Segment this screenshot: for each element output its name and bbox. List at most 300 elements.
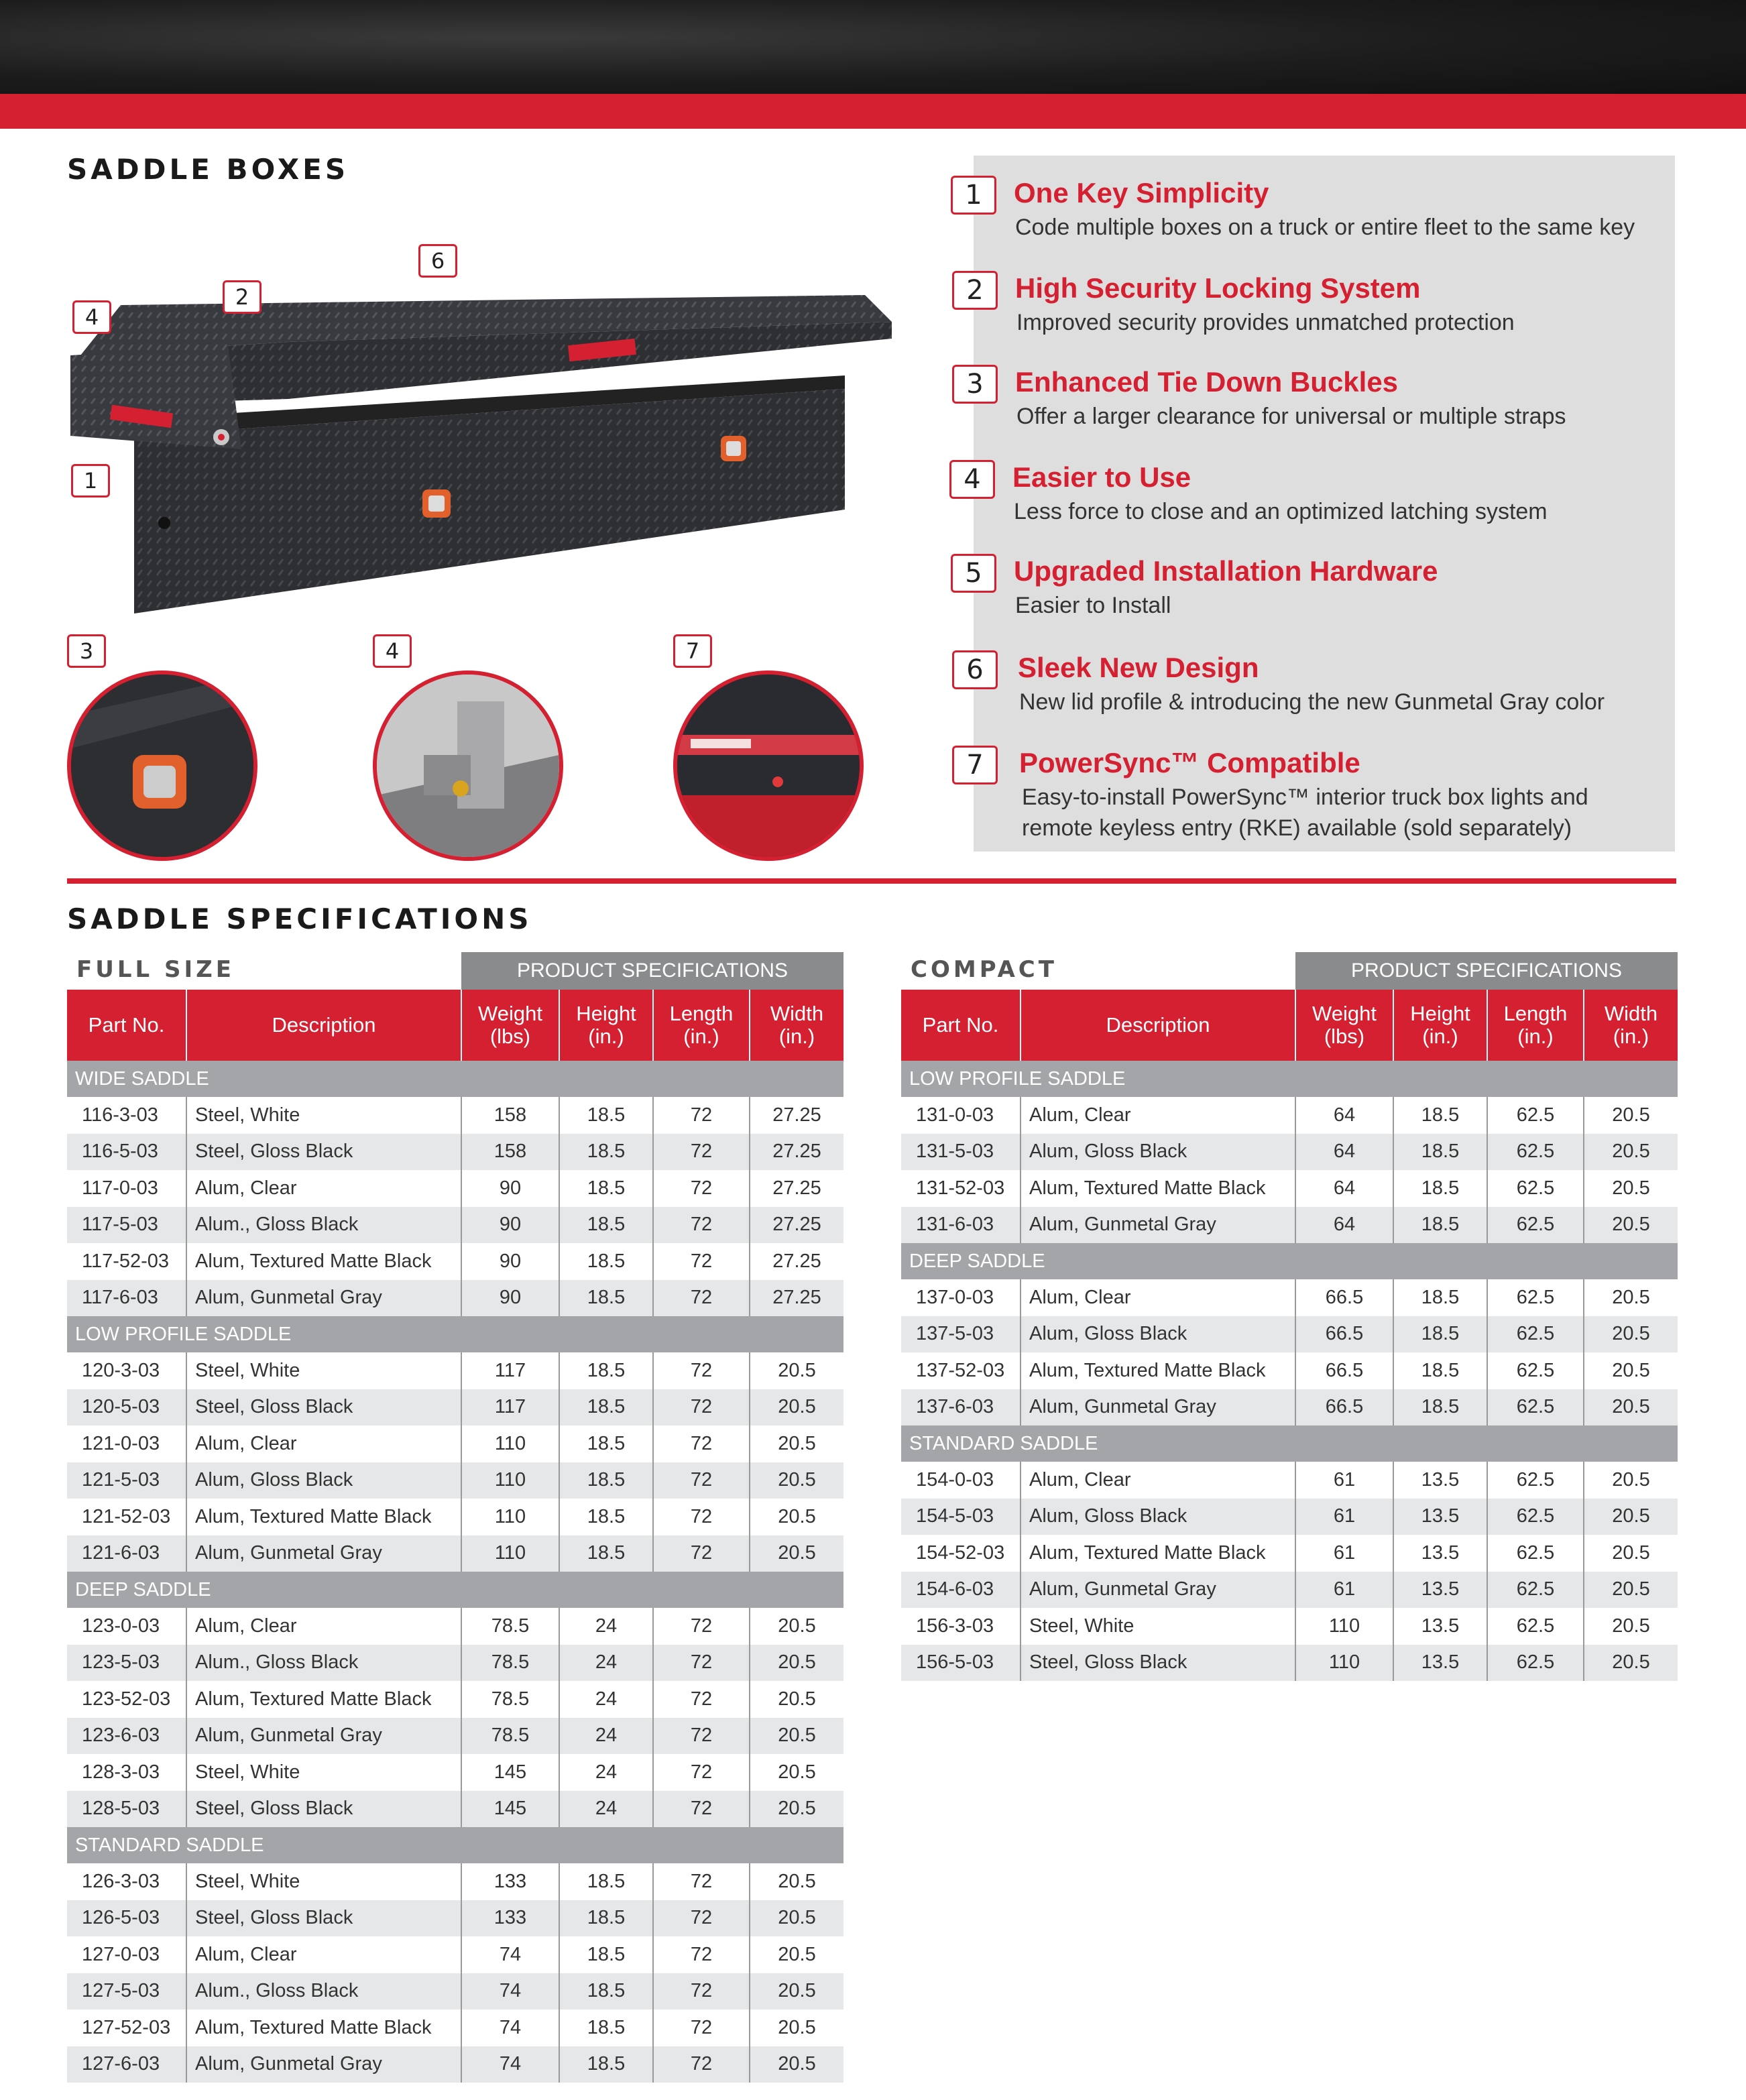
cell-description: Alum, Gunmetal Gray <box>1021 1207 1295 1244</box>
detail-image-tie-down <box>67 670 257 861</box>
cell-width: 20.5 <box>750 1645 843 1682</box>
cell-length: 72 <box>653 1936 750 1973</box>
col-header-height <box>1393 990 1487 1061</box>
feature-description: Less force to close and an optimized latching system <box>1014 499 1548 524</box>
cell-description: Alum., Gloss Black <box>186 1645 461 1682</box>
cell-weight: 110 <box>1295 1645 1393 1682</box>
cell-length: 62.5 <box>1487 1608 1584 1645</box>
detail-callout-3: 3 <box>67 634 106 668</box>
cell-description: Steel, Gloss Black <box>186 1134 461 1171</box>
table-row <box>67 1608 843 1645</box>
col-header-length-label: Length <box>1503 1002 1568 1025</box>
table-row <box>67 1134 843 1171</box>
cell-width: 20.5 <box>778 1943 816 1965</box>
cell-height: 18.5 <box>559 1280 653 1317</box>
cell-description: Alum, Gloss Black <box>186 1462 461 1499</box>
cell-description: Steel, Gloss Black <box>186 1791 461 1828</box>
cell-weight: 145 <box>461 1754 559 1791</box>
cell-width: 20.5 <box>1612 1615 1650 1637</box>
cell-part-no: 131-6-03 <box>901 1207 1021 1244</box>
cell-part-no: 126-5-03 <box>67 1900 186 1937</box>
cell-length: 62.5 <box>1487 1352 1584 1389</box>
cell-height: 18.5 <box>1393 1097 1487 1134</box>
table-row <box>67 1754 843 1791</box>
cell-width: 20.5 <box>778 1432 816 1454</box>
cell-length: 72 <box>653 1425 750 1462</box>
table-row <box>67 1097 843 1134</box>
cell-width: 20.5 <box>778 1870 816 1892</box>
cell-weight: 74 <box>461 1973 559 2010</box>
cell-part-no: 127-0-03 <box>67 1936 186 1973</box>
cell-part-no: 131-52-03 <box>901 1170 1021 1207</box>
table-row <box>901 1608 1678 1645</box>
cell-part-no: 121-0-03 <box>67 1425 186 1462</box>
saddle-specifications-title: SADDLE SPECIFICATIONS <box>67 902 532 935</box>
cell-part-no: 123-6-03 <box>67 1718 186 1755</box>
col-header-length <box>653 990 750 1061</box>
table-row <box>901 1572 1678 1609</box>
group-header: DEEP SADDLE <box>901 1243 1678 1279</box>
cell-weight: 110 <box>461 1499 559 1535</box>
table-row <box>67 1425 843 1462</box>
cell-weight: 117 <box>461 1389 559 1426</box>
callout-2: 2 <box>223 280 261 314</box>
cell-height: 18.5 <box>559 1170 653 1207</box>
cell-height: 18.5 <box>559 1134 653 1171</box>
cell-weight: 64 <box>1295 1207 1393 1244</box>
cell-part-no: 117-0-03 <box>67 1170 186 1207</box>
cell-height: 18.5 <box>559 1535 653 1572</box>
cell-part-no: 117-6-03 <box>67 1280 186 1317</box>
cell-width: 20.5 <box>778 1505 816 1527</box>
cell-height: 18.5 <box>559 1097 653 1134</box>
cell-description: Alum, Gloss Black <box>1021 1134 1295 1171</box>
cell-length: 72 <box>653 1280 750 1317</box>
feature-number: 2 <box>952 271 998 310</box>
cell-width: 20.5 <box>750 1535 843 1572</box>
cell-height: 13.5 <box>1393 1572 1487 1609</box>
cell-description: Alum, Gunmetal Gray <box>186 1535 461 1572</box>
table-row <box>901 1352 1678 1389</box>
cell-height: 18.5 <box>559 1863 653 1900</box>
cell-length: 62.5 <box>1487 1462 1584 1499</box>
table-row <box>67 1681 843 1718</box>
cell-weight: 110 <box>461 1535 559 1572</box>
cell-length: 72 <box>653 1097 750 1134</box>
cell-weight: 61 <box>1295 1499 1393 1535</box>
cell-width: 20.5 <box>778 1761 816 1783</box>
cell-height: 24 <box>559 1754 653 1791</box>
cell-weight: 66.5 <box>1295 1279 1393 1316</box>
feature-number: 6 <box>952 650 998 689</box>
cell-weight: 110 <box>1295 1608 1393 1645</box>
col-header-weight-label: Weight <box>478 1002 542 1025</box>
col-header-weight <box>1295 990 1393 1061</box>
cell-part-no: 116-3-03 <box>67 1097 186 1134</box>
toolbox-illustration <box>60 235 905 664</box>
feature-number: 5 <box>951 554 996 593</box>
cell-description: Steel, Gloss Black <box>1021 1645 1295 1682</box>
cell-weight: 61 <box>1295 1535 1393 1572</box>
cell-weight: 61 <box>1295 1572 1393 1609</box>
cell-height: 13.5 <box>1393 1499 1487 1535</box>
group-header: STANDARD SADDLE <box>67 1827 843 1863</box>
cell-length: 62.5 <box>1487 1535 1584 1572</box>
cell-height: 18.5 <box>559 1425 653 1462</box>
cell-height: 24 <box>559 1645 653 1682</box>
feature-title: Sleek New Design <box>1018 652 1259 683</box>
cell-weight: 90 <box>461 1207 559 1244</box>
cell-weight: 158 <box>461 1097 559 1134</box>
cell-height: 18.5 <box>559 1352 653 1389</box>
cell-weight: 74 <box>461 1936 559 1973</box>
feature-title: Upgraded Installation Hardware <box>1014 555 1438 587</box>
cell-height: 18.5 <box>1393 1170 1487 1207</box>
cell-length: 72 <box>653 1608 750 1645</box>
cell-height: 13.5 <box>1393 1462 1487 1499</box>
cell-width: 20.5 <box>778 1615 816 1637</box>
cell-length: 62.5 <box>1487 1279 1584 1316</box>
cell-length: 72 <box>653 1718 750 1755</box>
feature-description: Easy-to-install PowerSync™ interior truck box lights and remote keyless entry (RKE) available (sold separately) <box>1022 784 1588 841</box>
cell-length: 72 <box>653 1791 750 1828</box>
col-header-height-unit: (in.) <box>1422 1025 1458 1048</box>
cell-width: 27.25 <box>772 1250 821 1272</box>
cell-weight: 90 <box>461 1243 559 1280</box>
feature-title: High Security Locking System <box>1015 272 1421 304</box>
cell-description: Alum, Gunmetal Gray <box>1021 1572 1295 1609</box>
cell-length: 62.5 <box>1487 1645 1584 1682</box>
cell-width: 20.5 <box>1612 1541 1650 1564</box>
col-header-weight-unit: (lbs) <box>489 1025 531 1048</box>
cell-weight: 117 <box>461 1352 559 1389</box>
feature-number: 4 <box>949 460 995 499</box>
detail-callout-4: 4 <box>373 634 412 668</box>
cell-width: 27.25 <box>772 1177 821 1199</box>
cell-weight: 61 <box>1295 1462 1393 1499</box>
table-row <box>67 1791 843 1828</box>
cell-part-no: 127-52-03 <box>67 2009 186 2046</box>
cell-height: 18.5 <box>559 1499 653 1535</box>
feature-description: New lid profile & introducing the new Gunmetal Gray color <box>1019 689 1605 715</box>
cell-length: 62.5 <box>1487 1499 1584 1535</box>
table-row <box>901 1134 1678 1171</box>
cell-length: 72 <box>653 1973 750 2010</box>
cell-length: 62.5 <box>1487 1316 1584 1353</box>
cell-width: 20.5 <box>1612 1177 1650 1199</box>
cell-width: 20.5 <box>1584 1316 1678 1353</box>
table-row <box>67 1900 843 1937</box>
cell-height: 18.5 <box>1393 1389 1487 1426</box>
cell-height: 18.5 <box>1393 1316 1487 1353</box>
cell-height: 18.5 <box>559 2046 653 2083</box>
cell-height: 18.5 <box>559 1243 653 1280</box>
cell-height: 24 <box>559 1681 653 1718</box>
col-header-width <box>1584 990 1678 1061</box>
compact-spec-table <box>901 952 1678 1681</box>
table-row <box>67 2046 843 2083</box>
cell-part-no: 128-3-03 <box>67 1754 186 1791</box>
section-divider <box>67 878 1676 884</box>
cell-width: 20.5 <box>750 1791 843 1828</box>
cell-height: 24 <box>559 1791 653 1828</box>
table-row <box>67 2009 843 2046</box>
group-header: LOW PROFILE SADDLE <box>901 1061 1678 1097</box>
cell-height: 18.5 <box>559 1936 653 1973</box>
cell-weight: 78.5 <box>461 1681 559 1718</box>
callout-6: 6 <box>418 244 457 278</box>
col-header-length <box>1487 990 1584 1061</box>
cell-length: 72 <box>653 1134 750 1171</box>
cell-part-no: 117-52-03 <box>67 1243 186 1280</box>
table-row <box>67 1352 843 1389</box>
cell-width: 20.5 <box>778 1359 816 1381</box>
cell-part-no: 123-52-03 <box>67 1681 186 1718</box>
product-specifications-header: PRODUCT SPECIFICATIONS <box>1295 952 1678 990</box>
cell-length: 62.5 <box>1487 1097 1584 1134</box>
cell-description: Alum, Textured Matte Black <box>1021 1352 1295 1389</box>
table-row <box>67 1645 843 1682</box>
col-header-length-label: Length <box>669 1002 734 1025</box>
callout-4: 4 <box>72 300 111 334</box>
cell-description: Steel, White <box>186 1352 461 1389</box>
cell-weight: 110 <box>461 1462 559 1499</box>
cell-width: 20.5 <box>1584 1572 1678 1609</box>
cell-part-no: 116-5-03 <box>67 1134 186 1171</box>
cell-weight: 110 <box>461 1425 559 1462</box>
cell-height: 18.5 <box>559 1462 653 1499</box>
col-header-description: Description <box>1021 990 1295 1061</box>
table-row <box>901 1535 1678 1572</box>
cell-width: 20.5 <box>1584 1645 1678 1682</box>
cell-weight: 74 <box>461 2046 559 2083</box>
cell-height: 18.5 <box>559 1973 653 2010</box>
cell-part-no: 154-5-03 <box>901 1499 1021 1535</box>
cell-width: 20.5 <box>1584 1207 1678 1244</box>
cell-description: Steel, White <box>186 1097 461 1134</box>
cell-description: Steel, White <box>1021 1608 1295 1645</box>
cell-description: Alum, Clear <box>186 1936 461 1973</box>
cell-length: 72 <box>653 1170 750 1207</box>
feature-title: Enhanced Tie Down Buckles <box>1015 366 1399 398</box>
table-row <box>901 1170 1678 1207</box>
table-row <box>67 1973 843 2010</box>
table-row <box>67 1863 843 1900</box>
cell-description: Alum., Gloss Black <box>186 1207 461 1244</box>
col-header-length-unit: (in.) <box>1517 1025 1554 1048</box>
cell-width: 20.5 <box>778 2016 816 2038</box>
cell-part-no: 123-5-03 <box>67 1645 186 1682</box>
cell-description: Alum, Textured Matte Black <box>186 1681 461 1718</box>
table-row <box>67 1499 843 1535</box>
cell-width: 20.5 <box>750 2046 843 2083</box>
cell-weight: 158 <box>461 1134 559 1171</box>
cell-part-no: 127-6-03 <box>67 2046 186 2083</box>
product-specifications-header: PRODUCT SPECIFICATIONS <box>461 952 843 990</box>
cell-description: Steel, Gloss Black <box>186 1900 461 1937</box>
detail-image-latch <box>373 670 563 861</box>
cell-description: Alum, Textured Matte Black <box>186 2009 461 2046</box>
group-header: WIDE SADDLE <box>67 1061 843 1097</box>
table-label-spacer <box>901 952 1295 990</box>
cell-length: 72 <box>653 1681 750 1718</box>
col-header-length-unit: (in.) <box>683 1025 719 1048</box>
table-row <box>67 1718 843 1755</box>
cell-width: 20.5 <box>1612 1468 1650 1491</box>
cell-description: Alum, Clear <box>186 1425 461 1462</box>
table-row <box>67 1936 843 1973</box>
cell-height: 18.5 <box>559 1900 653 1937</box>
cell-length: 72 <box>653 1900 750 1937</box>
group-header: STANDARD SADDLE <box>901 1425 1678 1462</box>
cell-weight: 66.5 <box>1295 1352 1393 1389</box>
top-banner <box>0 0 1746 94</box>
cell-description: Alum., Gloss Black <box>186 1973 461 2010</box>
table-row <box>901 1207 1678 1244</box>
detail-image-powersync <box>673 670 864 861</box>
cell-length: 72 <box>653 1645 750 1682</box>
cell-description: Alum, Gunmetal Gray <box>186 1718 461 1755</box>
cell-description: Alum, Gunmetal Gray <box>186 1280 461 1317</box>
cell-part-no: 137-6-03 <box>901 1389 1021 1426</box>
cell-part-no: 121-5-03 <box>67 1462 186 1499</box>
group-header: DEEP SADDLE <box>67 1572 843 1608</box>
cell-width: 27.25 <box>750 1134 843 1171</box>
col-header-width-label: Width <box>770 1002 824 1025</box>
cell-part-no: 120-5-03 <box>67 1389 186 1426</box>
table-row <box>901 1462 1678 1499</box>
full-size-label: FULL SIZE <box>76 956 235 983</box>
cell-length: 72 <box>653 1863 750 1900</box>
feature-description: Offer a larger clearance for universal or multiple straps <box>1016 404 1566 429</box>
cell-weight: 90 <box>461 1280 559 1317</box>
cell-height: 13.5 <box>1393 1535 1487 1572</box>
col-header-part-no: Part No. <box>67 990 186 1061</box>
cell-description: Alum, Textured Matte Black <box>186 1243 461 1280</box>
cell-part-no: 131-0-03 <box>901 1097 1021 1134</box>
cell-width: 27.25 <box>750 1207 843 1244</box>
cell-part-no: 117-5-03 <box>67 1207 186 1244</box>
cell-length: 62.5 <box>1487 1389 1584 1426</box>
cell-weight: 74 <box>461 2009 559 2046</box>
cell-description: Alum, Gunmetal Gray <box>1021 1389 1295 1426</box>
table-row <box>901 1316 1678 1353</box>
col-header-width <box>750 990 843 1061</box>
cell-weight: 133 <box>461 1900 559 1937</box>
cell-length: 72 <box>653 1462 750 1499</box>
table-row <box>901 1499 1678 1535</box>
features-panel <box>964 156 1675 852</box>
cell-width: 20.5 <box>1612 1104 1650 1126</box>
table-row <box>67 1389 843 1426</box>
cell-weight: 66.5 <box>1295 1316 1393 1353</box>
cell-weight: 64 <box>1295 1097 1393 1134</box>
table-row <box>67 1462 843 1499</box>
cell-description: Alum, Clear <box>186 1170 461 1207</box>
cell-part-no: 137-52-03 <box>901 1352 1021 1389</box>
cell-width: 20.5 <box>1612 1359 1650 1381</box>
cell-length: 62.5 <box>1487 1170 1584 1207</box>
saddle-boxes-title: SADDLE BOXES <box>67 153 349 186</box>
compact-label: COMPACT <box>911 956 1057 983</box>
cell-description: Alum, Clear <box>1021 1462 1295 1499</box>
feature-number: 7 <box>952 746 998 784</box>
col-header-height-label: Height <box>576 1002 636 1025</box>
cell-length: 72 <box>653 1207 750 1244</box>
cell-height: 24 <box>559 1718 653 1755</box>
table-row <box>67 1170 843 1207</box>
cell-weight: 90 <box>461 1170 559 1207</box>
feature-description: Code multiple boxes on a truck or entire fleet to the same key <box>1015 215 1635 240</box>
col-header-part-no: Part No. <box>901 990 1021 1061</box>
feature-title: PowerSync™ Compatible <box>1019 747 1360 778</box>
cell-width: 20.5 <box>750 1900 843 1937</box>
table-row <box>901 1279 1678 1316</box>
table-row <box>901 1097 1678 1134</box>
cell-height: 18.5 <box>559 2009 653 2046</box>
col-header-height-label: Height <box>1410 1002 1470 1025</box>
cell-weight: 145 <box>461 1791 559 1828</box>
col-header-weight <box>461 990 559 1061</box>
detail-callout-7: 7 <box>673 634 712 668</box>
cell-height: 18.5 <box>1393 1134 1487 1171</box>
cell-length: 72 <box>653 2046 750 2083</box>
feature-title: One Key Simplicity <box>1014 177 1269 209</box>
cell-part-no: 154-0-03 <box>901 1462 1021 1499</box>
cell-width: 20.5 <box>1584 1499 1678 1535</box>
cell-description: Alum, Gloss Black <box>1021 1316 1295 1353</box>
cell-length: 72 <box>653 1352 750 1389</box>
table-row <box>67 1207 843 1244</box>
cell-weight: 133 <box>461 1863 559 1900</box>
cell-width: 20.5 <box>750 1389 843 1426</box>
col-header-width-unit: (in.) <box>778 1025 815 1048</box>
cell-part-no: 128-5-03 <box>67 1791 186 1828</box>
feature-description: Improved security provides unmatched protection <box>1016 310 1515 335</box>
cell-weight: 78.5 <box>461 1718 559 1755</box>
cell-width: 20.5 <box>778 1688 816 1710</box>
cell-length: 62.5 <box>1487 1134 1584 1171</box>
col-header-width-unit: (in.) <box>1613 1025 1649 1048</box>
cell-width: 20.5 <box>1584 1134 1678 1171</box>
cell-width: 20.5 <box>1612 1286 1650 1308</box>
feature-number: 1 <box>951 176 996 215</box>
cell-part-no: 156-3-03 <box>901 1608 1021 1645</box>
feature-number: 3 <box>952 365 998 404</box>
cell-part-no: 127-5-03 <box>67 1973 186 2010</box>
cell-part-no: 154-52-03 <box>901 1535 1021 1572</box>
cell-weight: 64 <box>1295 1170 1393 1207</box>
cell-description: Alum, Textured Matte Black <box>186 1499 461 1535</box>
cell-part-no: 121-52-03 <box>67 1499 186 1535</box>
cell-length: 62.5 <box>1487 1572 1584 1609</box>
full-size-spec-table <box>67 952 843 2083</box>
cell-height: 18.5 <box>1393 1352 1487 1389</box>
cell-part-no: 156-5-03 <box>901 1645 1021 1682</box>
cell-length: 72 <box>653 1499 750 1535</box>
cell-description: Steel, Gloss Black <box>186 1389 461 1426</box>
feature-title: Easier to Use <box>1012 461 1191 493</box>
cell-part-no: 123-0-03 <box>67 1608 186 1645</box>
red-accent-bar <box>0 94 1746 129</box>
cell-part-no: 154-6-03 <box>901 1572 1021 1609</box>
cell-width: 20.5 <box>1584 1389 1678 1426</box>
cell-weight: 78.5 <box>461 1608 559 1645</box>
cell-width: 27.25 <box>772 1104 821 1126</box>
cell-height: 18.5 <box>1393 1279 1487 1316</box>
feature-description: Easier to Install <box>1015 593 1171 618</box>
col-header-height-unit: (in.) <box>588 1025 624 1048</box>
